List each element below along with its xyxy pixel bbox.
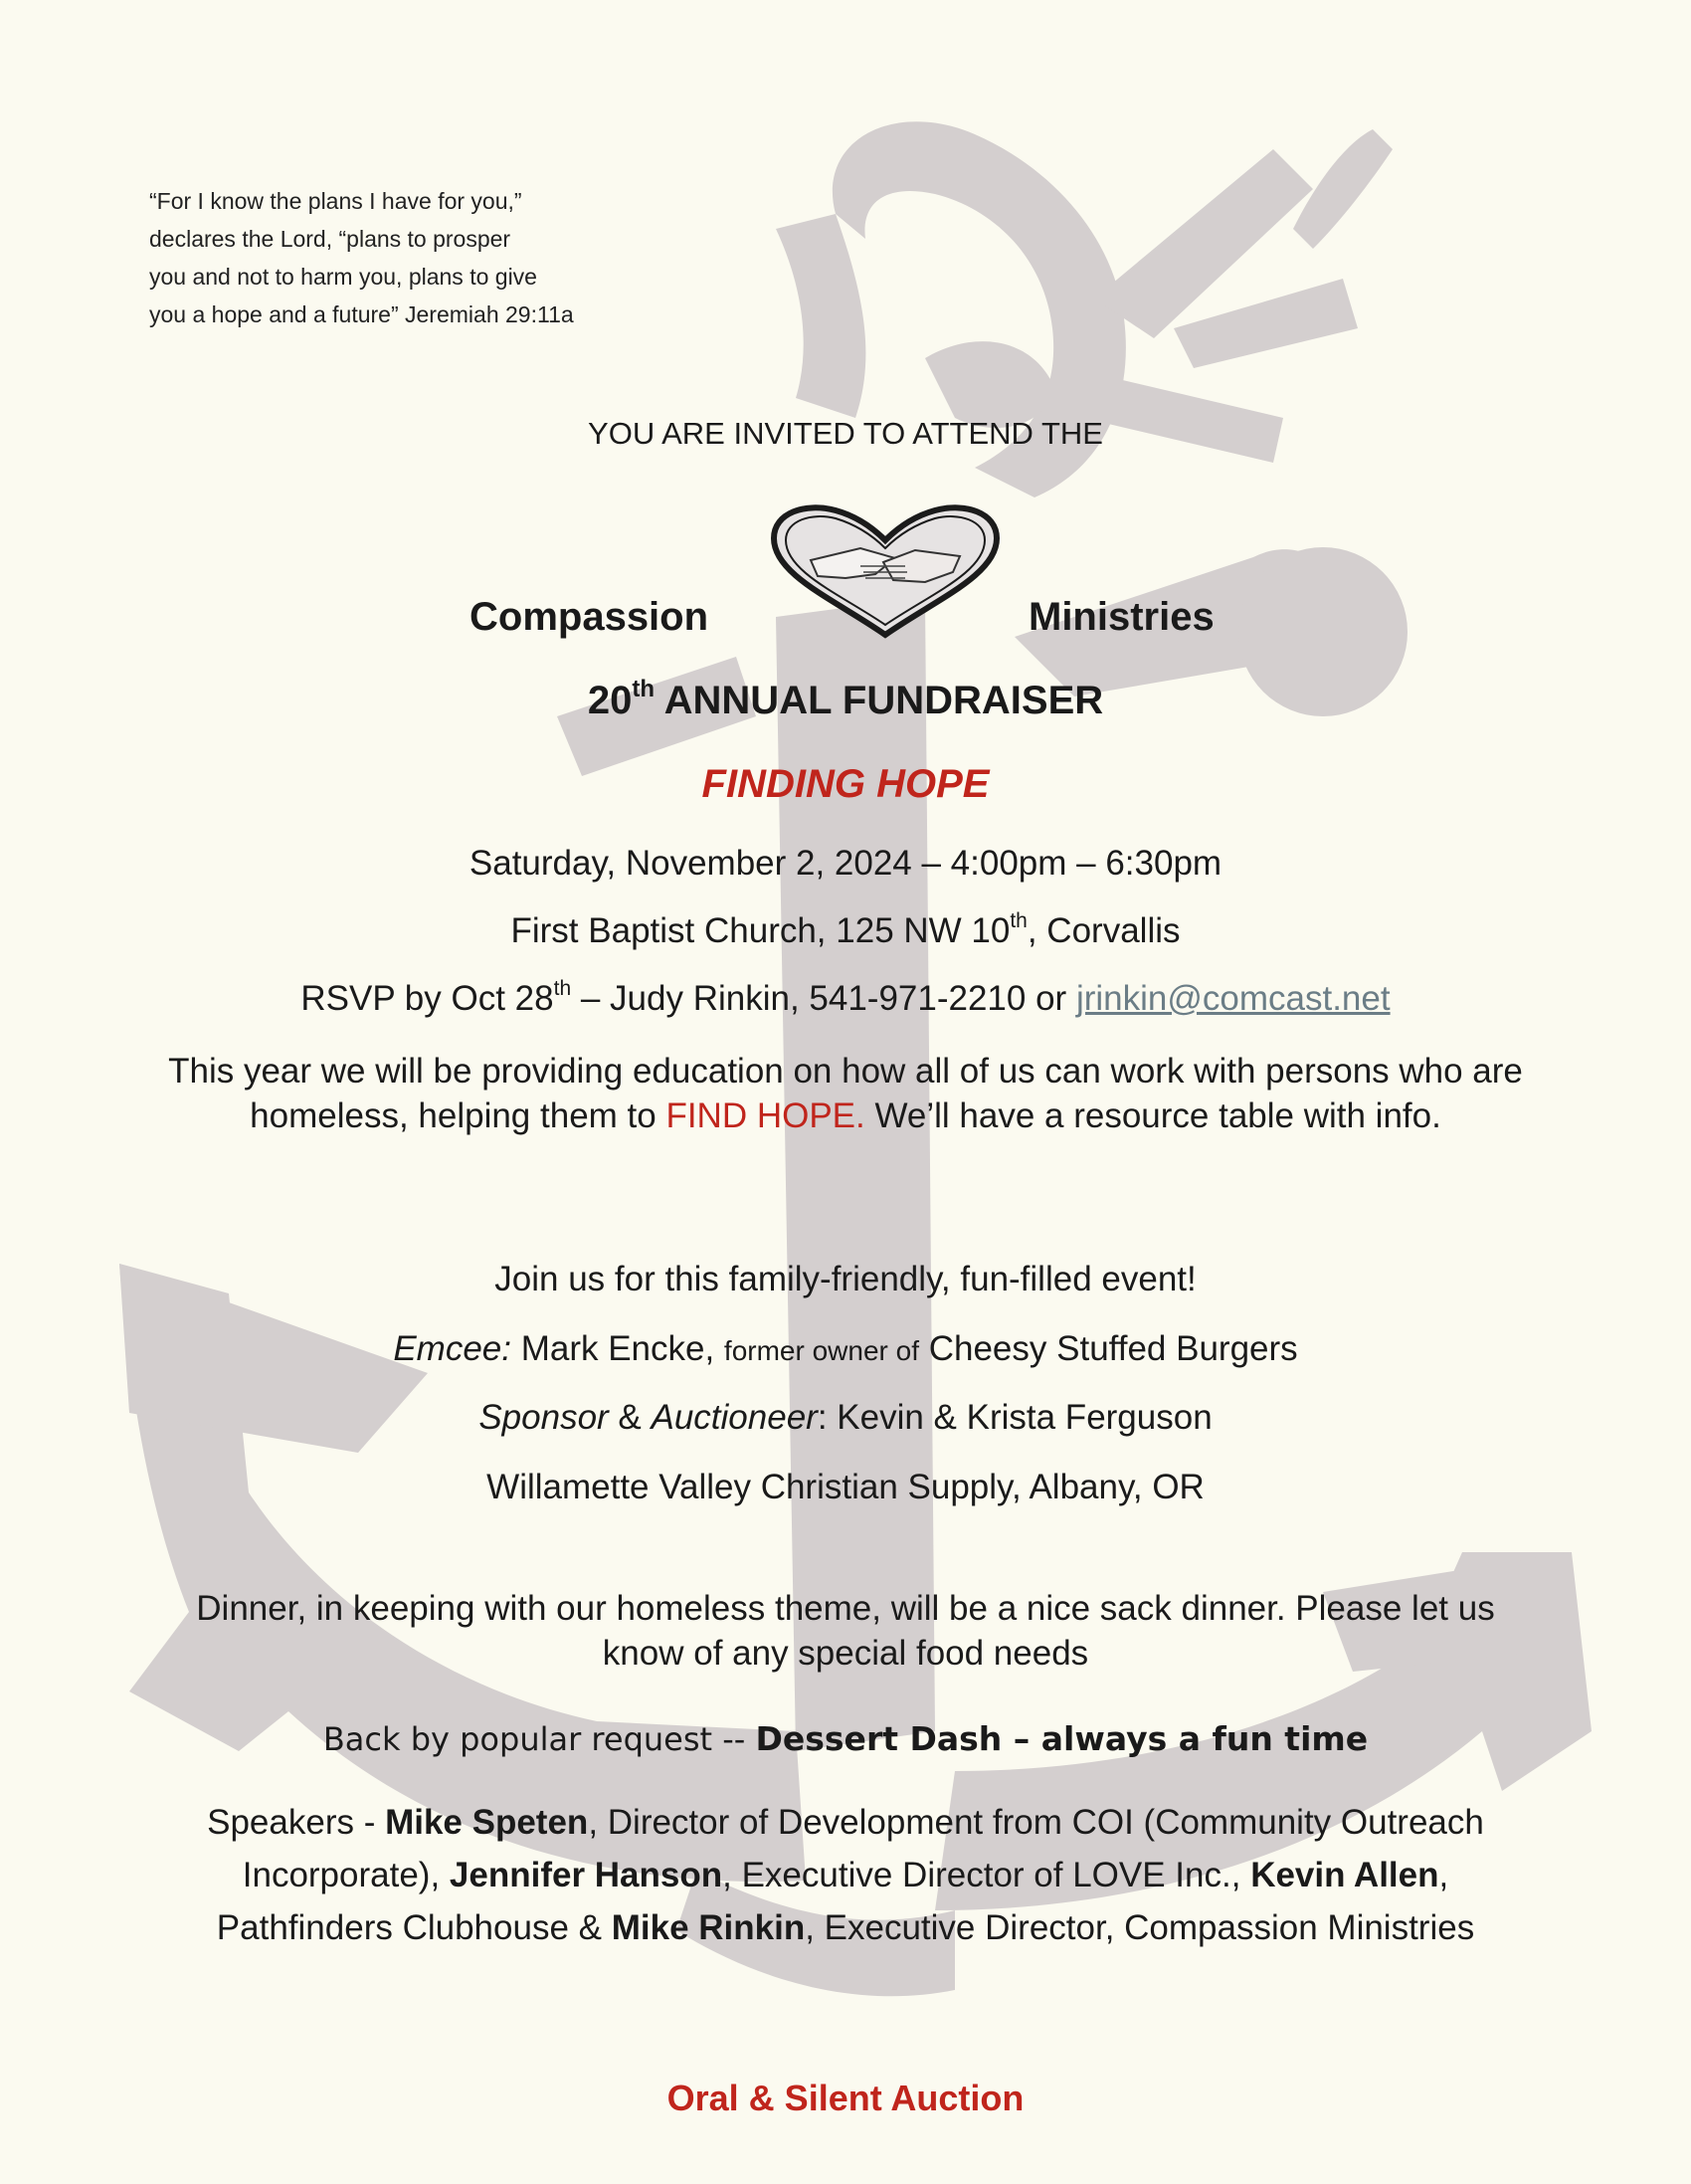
fundraiser-label: ANNUAL FUNDRAISER xyxy=(655,679,1104,722)
emcee-line xyxy=(0,1329,1691,1369)
rsvp-line xyxy=(0,979,1691,1019)
speaker-name: Mike Rinkin xyxy=(611,1908,806,1947)
ordinal-suffix: th xyxy=(1010,909,1028,933)
auctioneer-label: Auctioneer xyxy=(651,1398,818,1437)
heart-handshake-logo xyxy=(766,500,1005,640)
sponsor-line xyxy=(0,1398,1691,1438)
speaker-desc: , Pathfinders Clubhouse & xyxy=(216,1856,1449,1947)
emcee-name: Mark Encke, xyxy=(510,1329,724,1368)
dessert-intro: Back by popular request -- xyxy=(322,1720,756,1758)
sponsor-label: Sponsor xyxy=(478,1398,609,1437)
event-date: Saturday, November 2, 2024 – 4:00pm – 6:30pm xyxy=(469,844,1222,883)
dinner-paragraph: Dinner, in keeping with our homeless theme, will be a nice sack dinner. Please let us know of any special food needs xyxy=(196,1589,1495,1673)
dessert-dash-title: Dessert Dash – always a fun time xyxy=(755,1719,1369,1758)
dessert-dash-line xyxy=(0,1719,1691,1758)
ordinal-suffix: th xyxy=(632,676,656,703)
sponsor-names: : Kevin & Krista Ferguson xyxy=(817,1398,1213,1437)
ordinal-suffix: th xyxy=(553,977,572,1001)
sponsor-store: Willamette Valley Christian Supply, Albany, OR xyxy=(486,1468,1205,1506)
speaker-desc: , Director of Development from COI (Community Outreach Incorporate), xyxy=(242,1803,1484,1894)
emcee-note: former owner of xyxy=(723,1335,919,1366)
fundraiser-number: 20 xyxy=(587,679,633,722)
education-text-end: We’ll have a resource table with info. xyxy=(864,1096,1441,1135)
speaker-name: Jennifer Hanson xyxy=(449,1856,723,1894)
rsvp-contact: – Judy Rinkin, 541-971-2210 or xyxy=(571,979,1076,1018)
speakers-intro: Speakers - xyxy=(207,1803,386,1842)
join-us-line: Join us for this family-friendly, fun-filled event! xyxy=(494,1260,1197,1298)
rsvp-date: RSVP by Oct 28 xyxy=(300,979,554,1018)
rsvp-email-link[interactable]: jrinkin@comcast.net xyxy=(1075,979,1391,1018)
fundraiser-title xyxy=(0,676,1691,723)
org-name-right: Ministries xyxy=(1029,595,1215,639)
invitation-heading: YOU ARE INVITED TO ATTEND THE xyxy=(588,416,1103,451)
verse-line: “For I know the plans I have for you,” xyxy=(149,188,522,214)
verse-line: you and not to harm you, plans to give xyxy=(149,264,537,290)
org-name-left: Compassion xyxy=(470,595,709,639)
speaker-name: Kevin Allen xyxy=(1250,1856,1439,1894)
venue-text: First Baptist Church, 125 NW 10 xyxy=(510,911,1011,950)
speakers-paragraph xyxy=(154,1796,1537,1954)
find-hope-highlight: FIND HOPE. xyxy=(665,1096,865,1135)
speaker-desc: , Executive Director of LOVE Inc., xyxy=(722,1856,1251,1894)
ampersand: & xyxy=(608,1398,652,1437)
education-text: This year we will be providing education on how all of us can work with persons who are homeless, helping them to xyxy=(168,1052,1523,1135)
event-venue xyxy=(0,911,1691,951)
venue-city: , Corvallis xyxy=(1027,911,1181,950)
education-paragraph xyxy=(154,1049,1537,1138)
speaker-desc: , Executive Director, Compassion Ministries xyxy=(805,1908,1475,1947)
emcee-business: Cheesy Stuffed Burgers xyxy=(919,1329,1298,1368)
event-theme: FINDING HOPE xyxy=(701,762,990,806)
auction-heading: Oral & Silent Auction xyxy=(666,2078,1025,2118)
bible-verse xyxy=(149,182,706,333)
verse-line: you a hope and a future” Jeremiah 29:11a xyxy=(149,301,574,327)
speaker-name: Mike Speten xyxy=(385,1803,589,1842)
verse-line: declares the Lord, “plans to prosper xyxy=(149,226,511,252)
emcee-label: Emcee: xyxy=(393,1329,511,1368)
